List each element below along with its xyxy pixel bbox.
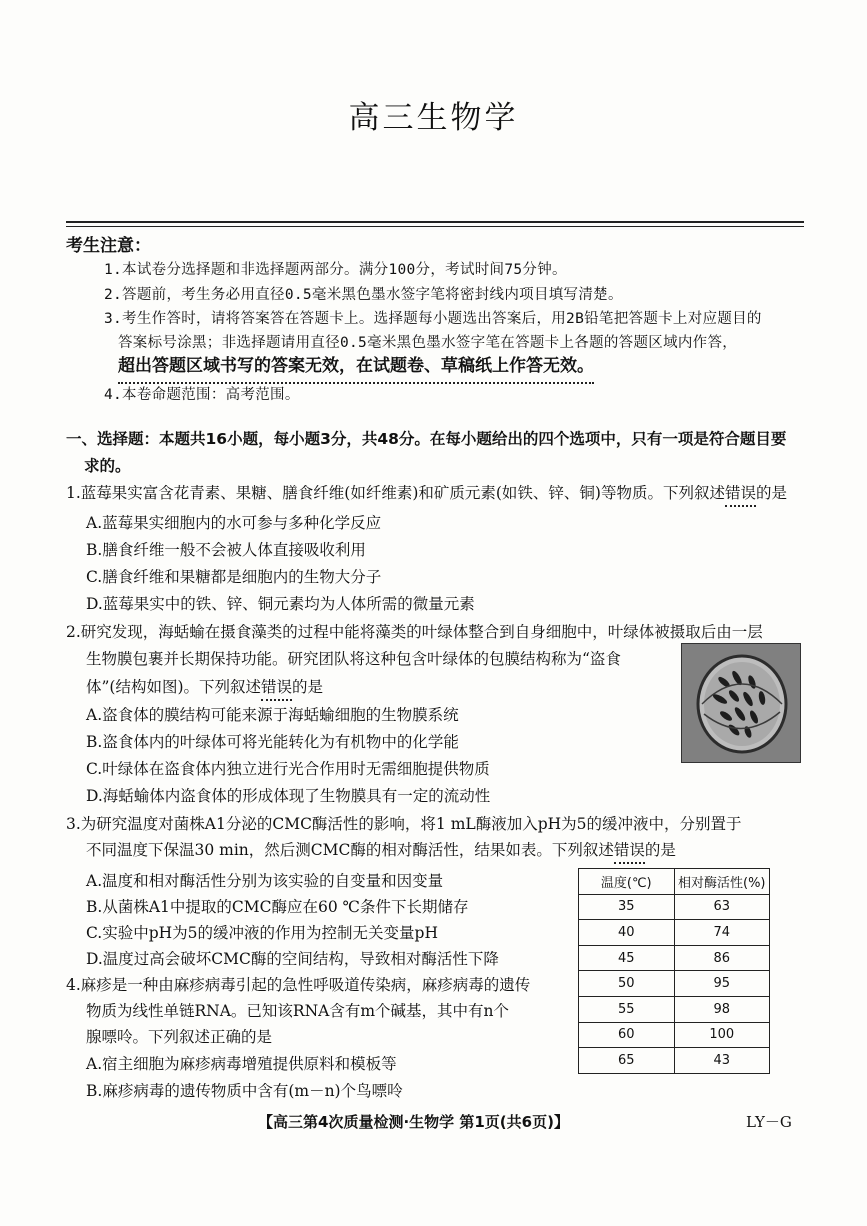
- q4-option-a: A.宿主细胞为麻疹病毒增殖提供原料和模板等: [86, 1055, 397, 1073]
- q2-option-d: D.海蛞蝓体内盗食体的形成体现了生物膜具有一定的流动性: [86, 787, 491, 805]
- question-2-line-2: 生物膜包裹并长期保持功能。研究团队将这种包含叶绿体的包膜结构称为“盗食: [86, 650, 621, 668]
- q1-option-c: C.膳食纤维和果糖都是细胞内的生物大分子: [86, 568, 382, 586]
- question-3-line-2: [86, 838, 676, 860]
- q1-stem-text: 1.蓝莓果实富含花青素、果糖、膳食纤维(如纤维素)和矿质元素(如铁、锌、铜)等物质。下列叙述: [66, 484, 725, 502]
- question-1-stem: [66, 481, 787, 503]
- q1-tail: 的是: [756, 484, 788, 502]
- micrograph-image: [682, 644, 800, 762]
- notice-item-2: 2.答题前，考生务必用直径0.5毫米黑色墨水签字笔将密封线内项目填写清楚。: [104, 287, 623, 303]
- enzyme-activity-table: [578, 868, 770, 1074]
- table-row: [579, 996, 770, 1022]
- q3-option-b: B.从菌株A1中提取的CMC酶应在60 ℃条件下长期储存: [86, 898, 469, 916]
- notice-item-4: 4.本卷命题范围：高考范围。: [104, 387, 300, 403]
- table-cell: 63: [674, 894, 770, 920]
- table-header-activity: 相对酶活性(%): [674, 869, 770, 895]
- table-row: [579, 920, 770, 946]
- q1-emphasis: 错误: [725, 484, 756, 507]
- table-header-row: [579, 869, 770, 895]
- table-row: [579, 1022, 770, 1048]
- table-row: [579, 1048, 770, 1074]
- q4-option-b: B.麻疹病毒的遗传物质中含有(m－n)个鸟嘌呤: [86, 1082, 403, 1100]
- question-2-line-3: [86, 675, 323, 697]
- notice-item-3: 3.考生作答时，请将答案答在答题卡上。选择题每小题选出答案后，用2B铅笔把答题卡上对应题目的: [104, 311, 762, 327]
- q2-option-a: A.盗食体的膜结构可能来源于海蛞蝓细胞的生物膜系统: [86, 706, 459, 724]
- q1-option-a: A.蓝莓果实细胞内的水可参与多种化学反应: [86, 514, 382, 532]
- table-row: [579, 971, 770, 997]
- section-heading-cont: 求的。: [84, 457, 131, 475]
- q3-tail: 的是: [644, 841, 676, 859]
- q2-tail: 的是: [292, 678, 324, 696]
- table-cell: 43: [674, 1048, 770, 1074]
- q1-option-d: D.蓝莓果实中的铁、锌、铜元素均为人体所需的微量元素: [86, 595, 475, 613]
- table-cell: 98: [674, 996, 770, 1022]
- table-cell: 100: [674, 1022, 770, 1048]
- q3-option-c: C.实验中pH为5的缓冲液的作用为控制无关变量pH: [86, 924, 438, 942]
- notice-item-1: 1.本试卷分选择题和非选择题两部分。满分100分，考试时间75分钟。: [104, 262, 567, 278]
- q1-option-b: B.膳食纤维一般不会被人体直接吸收利用: [86, 541, 366, 559]
- page-title: 高三生物学: [348, 100, 519, 136]
- table-cell: 55: [579, 996, 675, 1022]
- q3-option-d: D.温度过高会破坏CMC酶的空间结构，导致相对酶活性下降: [86, 950, 499, 968]
- q2-option-b: B.盗食体内的叶绿体可将光能转化为有机物中的化学能: [86, 733, 459, 751]
- q3-line2-text: 不同温度下保温30 min，然后测CMC酶的相对酶活性，结果如表。下列叙述: [86, 841, 614, 859]
- q3-option-a: A.温度和相对酶活性分别为该实验的自变量和因变量: [86, 872, 444, 890]
- q2-line3-text: 体”(结构如图)。下列叙述: [86, 678, 262, 696]
- notice-item-3-emphasis: [118, 351, 594, 376]
- table-cell: 35: [579, 894, 675, 920]
- question-4-line-1: 4.麻疹是一种由麻疹病毒引起的急性呼吸道传染病，麻疹病毒的遗传: [66, 976, 531, 994]
- notice-item-3-cont: 答案标号涂黑；非选择题请用直径0.5毫米黑色墨水签字笔在答题卡上各题的答题区域内作答，: [118, 335, 738, 351]
- header-rule-thin: [66, 226, 804, 227]
- section-heading: 一、选择题：本题共16小题，每小题3分，共48分。在每小题给出的四个选项中，只有一项是符合题目要: [66, 430, 787, 448]
- emphasis-text: 超出答题区域书写的答案无效，在试题卷、草稿纸上作答无效。: [118, 356, 594, 384]
- question-4-line-2: 物质为线性单链RNA。已知该RNA含有m个碱基，其中有n个: [86, 1002, 510, 1020]
- q3-emphasis: 错误: [614, 841, 645, 864]
- exam-code: LY－G: [746, 1113, 792, 1131]
- kleptosome-micrograph: [681, 643, 801, 763]
- question-3-line-1: 3.为研究温度对菌株A1分泌的CMC酶活性的影响，将1 mL酶液加入pH为5的缓冲液中，分别置于: [66, 815, 742, 833]
- page-footer: 【高三第4次质量检测·生物学 第1页(共6页)】: [258, 1113, 569, 1131]
- q2-emphasis: 错误: [261, 678, 292, 701]
- table-cell: 95: [674, 971, 770, 997]
- q2-option-c: C.叶绿体在盗食体内独立进行光合作用时无需细胞提供物质: [86, 760, 490, 778]
- question-2-line-1: 2.研究发现，海蛞蝓在摄食藻类的过程中能将藻类的叶绿体整合到自身细胞中，叶绿体被摄取后由一层: [66, 623, 763, 641]
- table-cell: 40: [579, 920, 675, 946]
- table-cell: 45: [579, 945, 675, 971]
- table-cell: 86: [674, 945, 770, 971]
- table-header-temperature: 温度(℃): [579, 869, 675, 895]
- table-cell: 65: [579, 1048, 675, 1074]
- header-rule-thick: [66, 221, 804, 223]
- table-cell: 74: [674, 920, 770, 946]
- notice-heading: 考生注意：: [66, 236, 151, 256]
- table-cell: 60: [579, 1022, 675, 1048]
- table-cell: 50: [579, 971, 675, 997]
- question-4-line-3: 腺嘌呤。下列叙述正确的是: [86, 1028, 273, 1046]
- table-row: [579, 945, 770, 971]
- table-row: [579, 894, 770, 920]
